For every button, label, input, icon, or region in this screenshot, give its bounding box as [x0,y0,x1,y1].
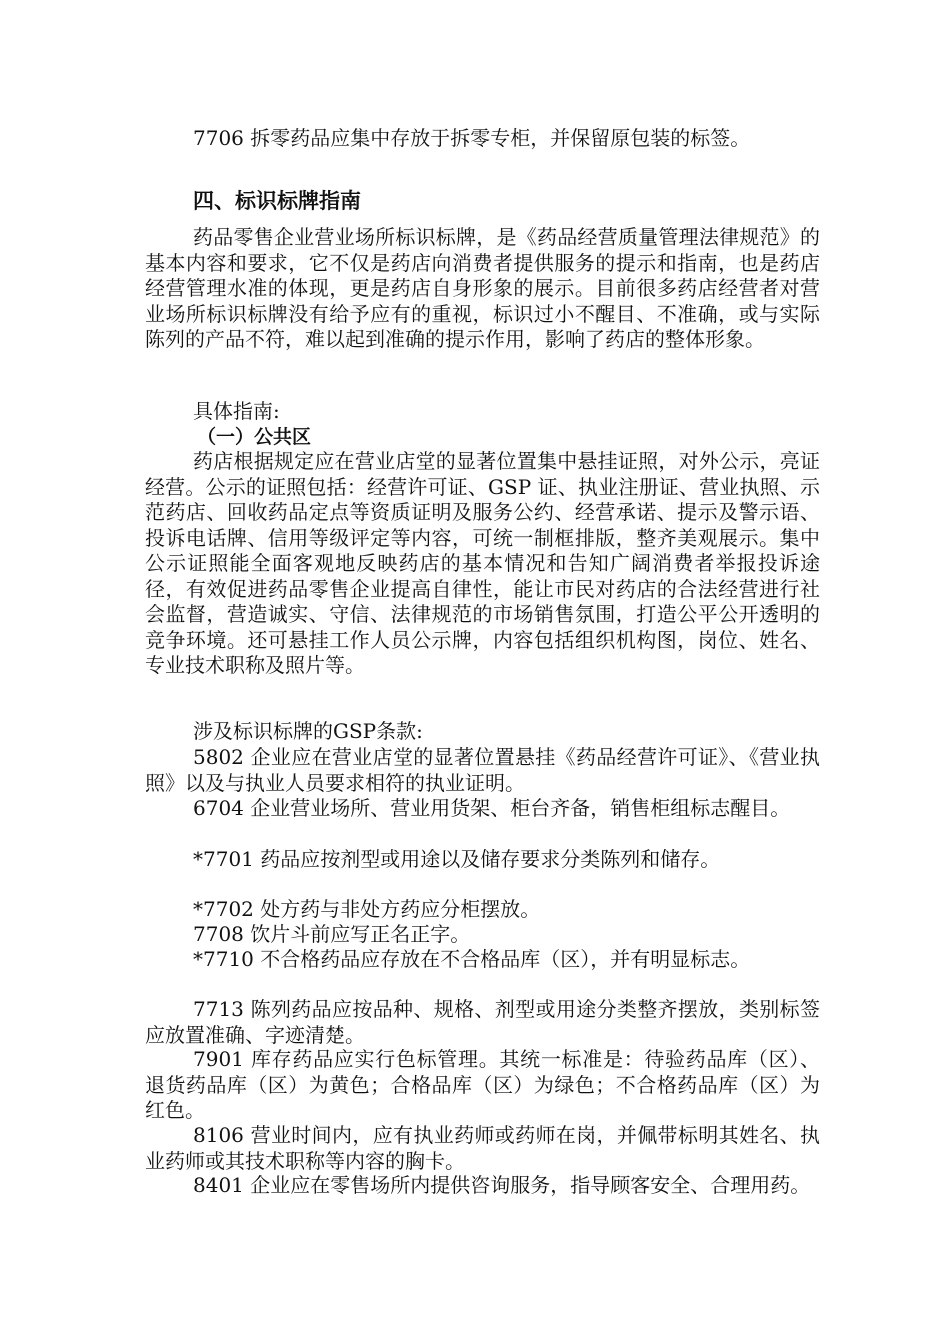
clause-7710 [145,947,820,973]
guide-label-block [145,399,820,425]
clause-7708-text: 7708 饮片斗前应写正名正字。 [193,922,471,946]
clause-7708 [145,922,820,948]
clause-8106 [145,1123,820,1174]
clause-7901 [145,1047,820,1124]
public-area-paragraph [145,449,820,679]
section-title: 四、标识标牌指南 [193,189,361,213]
paragraph-7706 [145,126,820,152]
subsection-title: （一）公共区 [197,426,312,448]
gsp-label: 涉及标识标牌的GSP条款: [193,719,423,743]
clause-7713 [145,997,820,1048]
guide-label: 具体指南: [193,399,280,423]
subsection-heading [145,425,820,449]
public-area-text: 药店根据规定应在营业店堂的显著位置集中悬挂证照，对外公示，亮证经营。公示的证照包括：经营许可证、GSP 证、执业注册证、营业执照、示范药店、回收药品定点等资质证明及服务公约、经营承诺、提示及警示语、投诉电话牌、信用等级评定等内容，可统一制框排版，整齐美观展示。集中公示证照能全面客观地反映药店的基本情况和告知广阔消费者举报投诉途径，有效促进药品零售企业提高自律性，能让市民对药店的合法经营进行社会监督，营造诚实、守信、法律规范的市场销售氛围，打造公平公开透明的竞争环境。还可悬挂工作人员公示牌，内容包括组织机构图，岗位、姓名、专业技术职称及照片等。 [145,449,820,677]
clause-5802 [145,745,820,796]
gsp-label-block [145,719,820,745]
section-heading [145,187,820,215]
clause-6704 [145,796,820,822]
clause-6704-text: 6704 企业营业场所、营业用货架、柜台齐备，销售柜组标志醒目。 [193,796,791,820]
clause-8106-text: 8106 营业时间内，应有执业药师或药师在岗，并佩带标明其姓名、执业药师或其技术职称等内容的胸卡。 [145,1123,820,1173]
intro-paragraph [145,225,820,353]
clause-7702 [145,897,820,923]
clause-7702-text: *7702 处方药与非处方药应分柜摆放。 [193,897,541,921]
clause-7901-text: 7901 库存药品应实行色标管理。其统一标准是：待验药品库（区）、退货药品库（区）为黄色；合格品库（区）为绿色；不合格药品库（区）为红色。 [145,1047,820,1122]
clause-7706-text: 7706 拆零药品应集中存放于拆零专柜，并保留原包装的标签。 [193,126,751,150]
clause-7713-text: 7713 陈列药品应按品种、规格、剂型或用途分类整齐摆放，类别标签应放置准确、字迹清楚。 [145,997,820,1047]
clause-8401 [145,1173,820,1199]
intro-text: 药品零售企业营业场所标识标牌，是《药品经营质量管理法律规范》的基本内容和要求，它不仅是药店向消费者提供服务的提示和指南，也是药店经营管理水准的体现，更是药店自身形象的展示。目前很多药店经营者对营业场所标识标牌没有给予应有的重视，标识过小不醒目、不准确，或与实际陈列的产品不符，难以起到准确的提示作用，影响了药店的整体形象。 [145,225,820,351]
clause-7710-text: *7710 不合格药品应存放在不合格品库（区），并有明显标志。 [193,947,751,971]
clause-7701 [145,847,820,873]
clause-5802-text: 5802 企业应在营业店堂的显著位置悬挂《药品经营许可证》、《营业执照》以及与执业人员要求相符的执业证明。 [145,745,820,795]
clause-8401-text: 8401 企业应在零售场所内提供咨询服务，指导顾客安全、合理用药。 [193,1173,811,1197]
clause-7701-text: *7701 药品应按剂型或用途以及储存要求分类陈列和储存。 [193,847,721,871]
